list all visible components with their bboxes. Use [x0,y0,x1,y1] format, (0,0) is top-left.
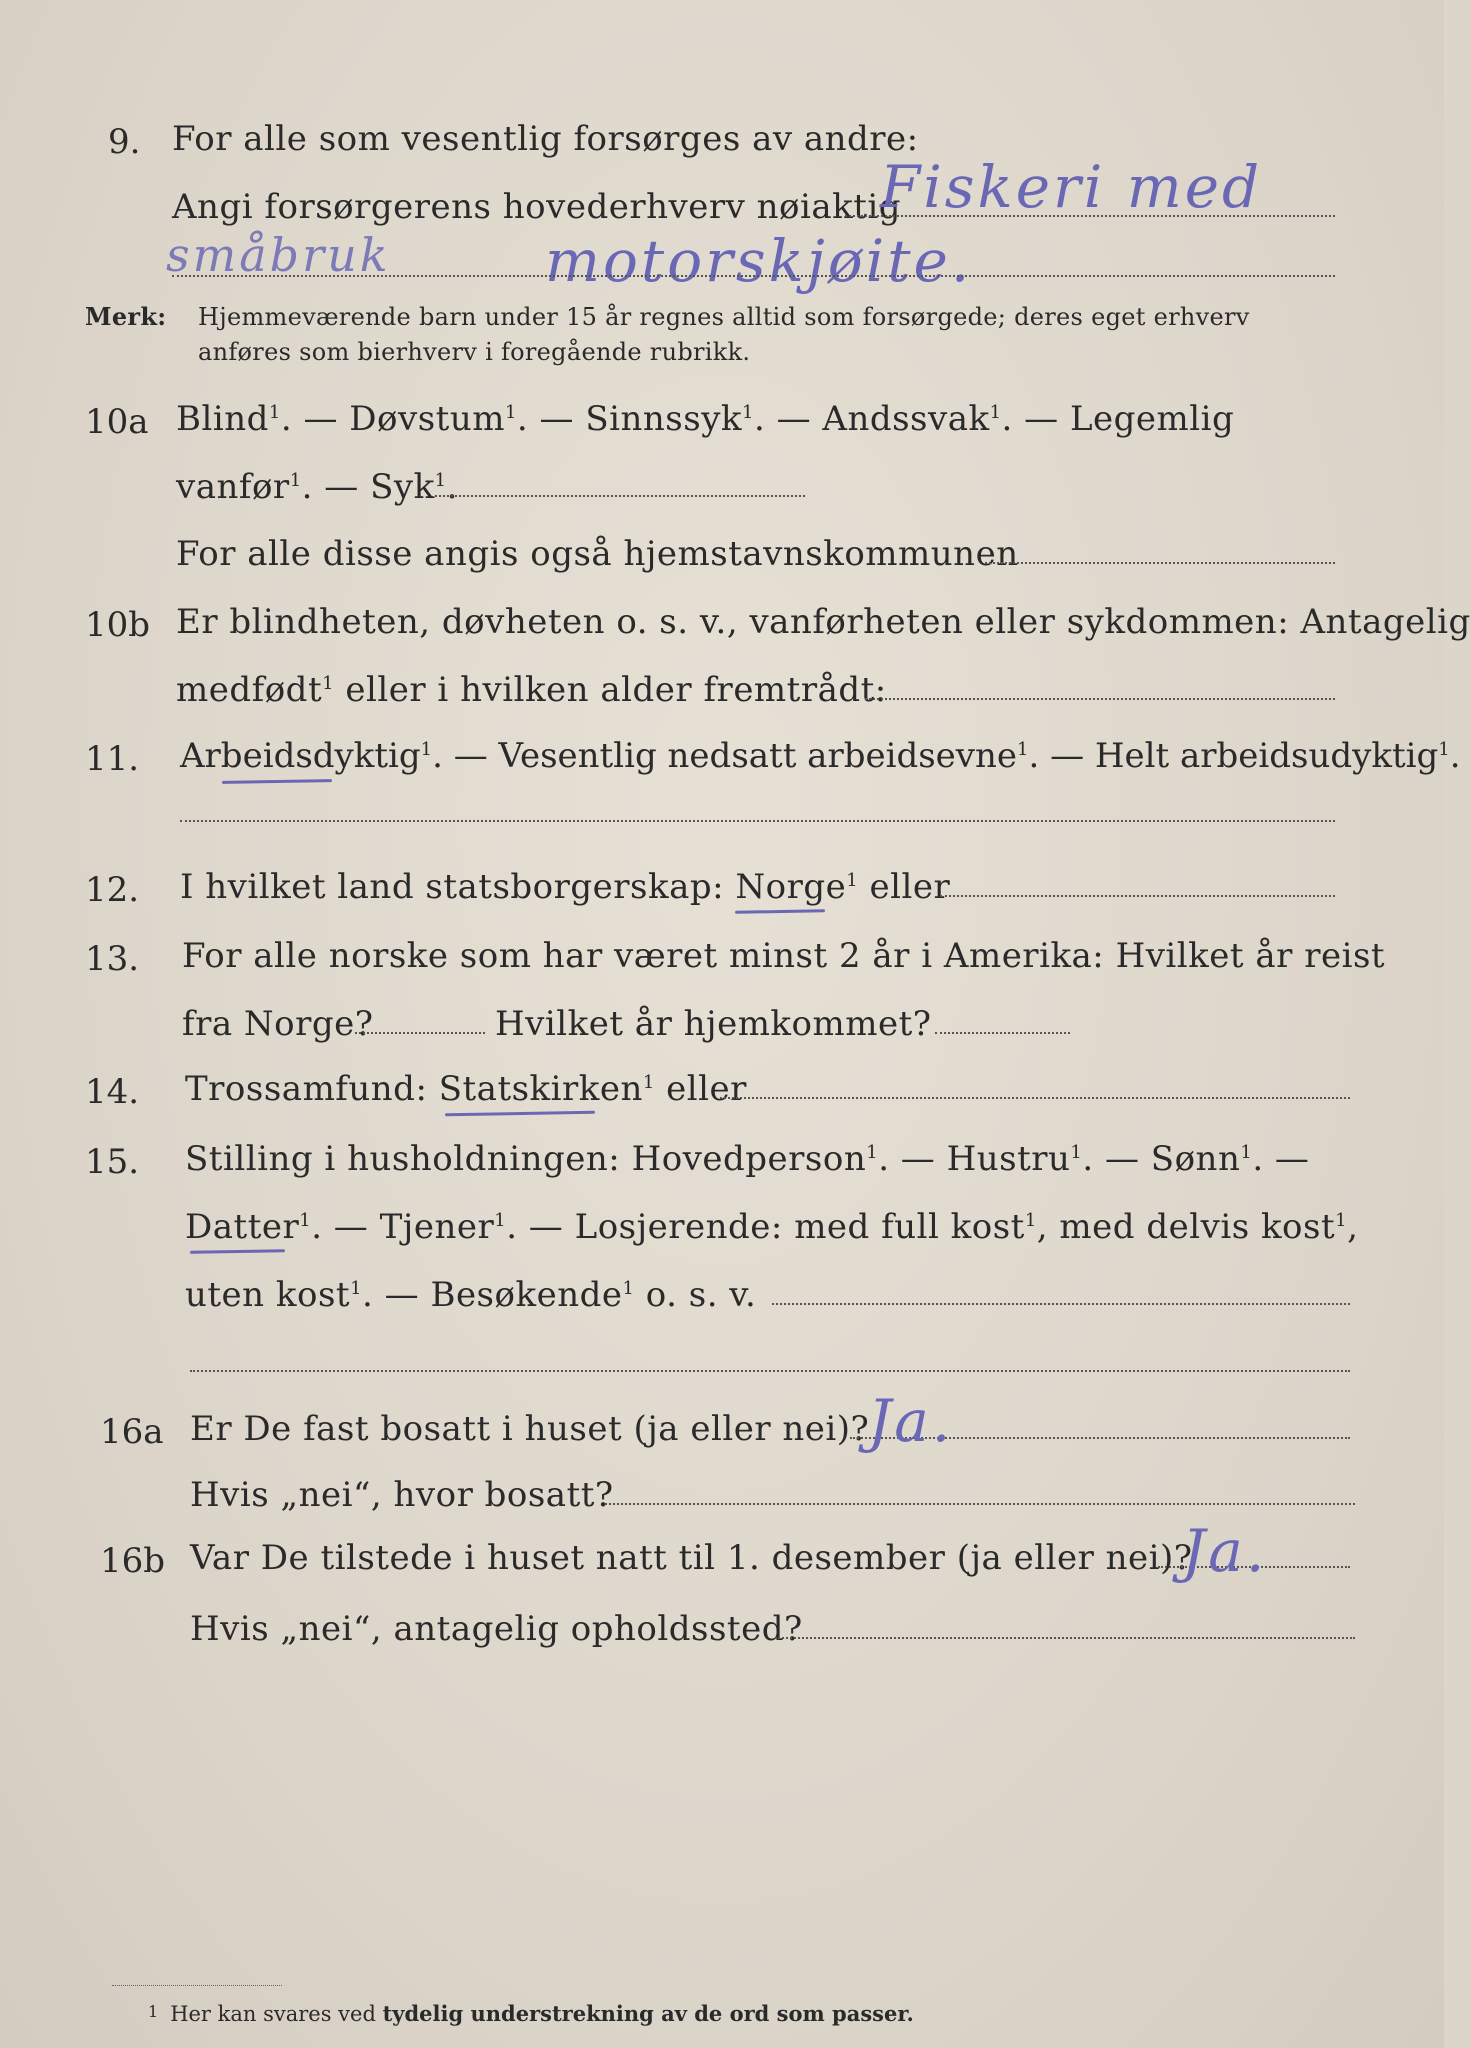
q12-number: 12. [85,870,140,910]
merk-label: Merk: [85,302,167,331]
footnote-rule [112,1985,282,1986]
footnote: 1 Her kan svares ved tydelig understrekning av de ord som passer. [148,2001,914,2026]
q9-line2: Angi forsørgerens hovederhverv nøiaktig [172,187,902,227]
q13-line2b: Hvilket år hjemkommet? [495,1004,932,1044]
q10a-number: 10a [85,402,149,442]
q10a-line3: For alle disse angis også hjemstavnskommunen [176,534,1019,574]
q10a-line1: Blind$^1$. — Døvstum$^1$. — Sinnssyk$^1$. — Andssvak$^1$. — Legemlig [176,399,1235,439]
q14-answer-line [720,1097,1350,1099]
q13-answer-line2 [935,1032,1070,1034]
q11-answer-line [180,820,1335,822]
q14-pencil-underline [445,1111,595,1117]
merk-line2: anføres som bierhverv i foregående rubrikk. [198,338,751,366]
q11-text: Arbeidsdyktig$^1$. — Vesentlig nedsatt arbeidsevne$^1$. — Helt arbeidsudyktig$^1$. [180,736,1461,776]
q10a-answer-line1 [435,495,805,497]
q15-pencil-underline [190,1249,285,1254]
q16b-answer-line2 [775,1637,1355,1639]
q12-text: I hvilket land statsborgerskap: Norge$^1$ eller [180,867,951,907]
q10b-answer-line [865,698,1335,700]
q16b-line2: Hvis „nei“, antagelig opholdssted? [190,1609,803,1649]
q12-answer-line [940,895,1335,897]
q16a-line1: Er De fast bosatt i huset (ja eller nei)? [190,1409,870,1449]
q14-text: Trossamfund: Statskirken$^1$ eller [185,1069,747,1109]
q10a-answer-line2 [985,562,1335,564]
q9-handwritten-answer1: Fiskeri med [880,153,1263,221]
q15-answer-line2 [190,1370,1350,1372]
q16a-handwritten-answer: Ja. [868,1387,954,1455]
q9-line1: For alle som vesentlig forsørges av andre: [172,119,919,159]
q10b-number: 10b [85,605,151,645]
q15-line2: Datter$^1$. — Tjener$^1$. — Losjerende: med full kost$^1$, med delvis kost$^1$, [185,1207,1359,1247]
q9-handwritten-answer2a: småbruk [166,228,391,282]
q12-pencil-underline [735,909,825,914]
q13-answer-line1 [355,1032,485,1034]
merk-line1: Hjemmeværende barn under 15 år regnes alltid som forsørgede; deres eget erhverv [198,303,1250,331]
q13-line1: For alle norske som har været minst 2 år i Amerika: Hvilket år reist [182,936,1386,976]
q9-number: 9. [108,122,141,162]
q10a-line2: vanfør$^1$. — Syk$^1$. [176,467,458,507]
q10b-line2: medfødt$^1$ eller i hvilken alder fremtrådt: [176,670,887,710]
q11-pencil-underline [222,779,332,784]
q16b-handwritten-answer: Ja. [1182,1517,1268,1585]
q16a-answer-line2 [605,1503,1355,1505]
q9-answer-line2 [172,275,1335,277]
q11-number: 11. [85,739,140,779]
q14-number: 14. [85,1072,140,1112]
q16a-line2: Hvis „nei“, hvor bosatt? [190,1475,614,1515]
q10b-line1: Er blindheten, døvheten o. s. v., vanførheten eller sykdommen: Antagelig [176,602,1471,642]
q13-line2a: fra Norge? [182,1004,374,1044]
q16b-line1: Var De tilstede i huset natt til 1. desember (ja eller nei)? [190,1538,1193,1578]
q15-line1: Stilling i husholdningen: Hovedperson$^1$. — Hustru$^1$. — Sønn$^1$. — [185,1139,1310,1179]
q15-number: 15. [85,1142,140,1182]
q16a-number: 16a [100,1412,164,1452]
q15-answer-line1 [772,1303,1350,1305]
q15-line3: uten kost$^1$. — Besøkende$^1$ o. s. v. [185,1275,757,1315]
q16b-number: 16b [100,1541,166,1581]
q9-handwritten-answer2b: motorskjøite. [545,227,973,295]
q13-number: 13. [85,939,140,979]
